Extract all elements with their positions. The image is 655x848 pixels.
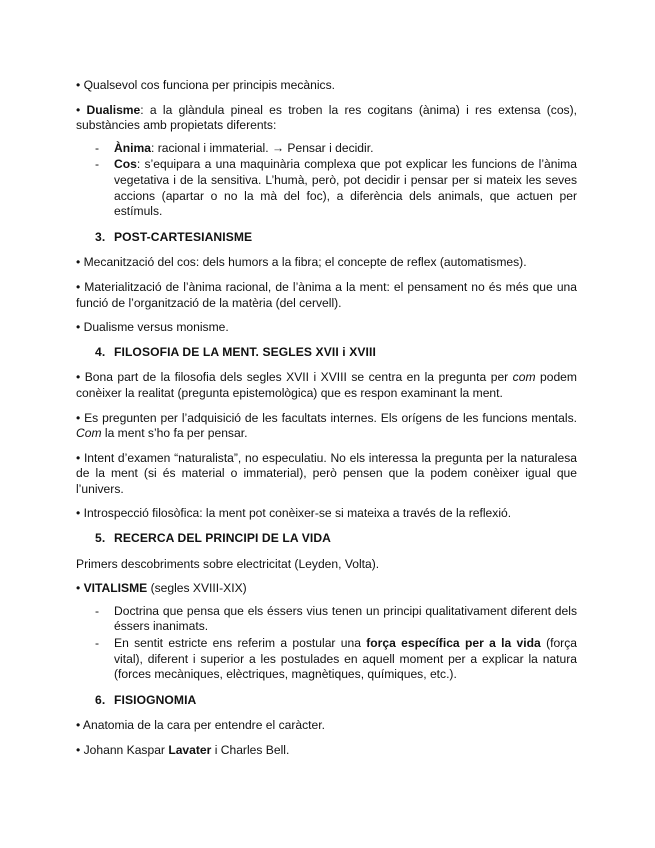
text: • Es pregunten per l’adquisició de les facultats internes. Els orígens de les funcions mentals. (76, 410, 577, 425)
doctrina-text: Doctrina que pensa que els éssers vius tenen un principi qualitativament diferent dels éssers inanimats. (114, 603, 577, 634)
paragraph-electricitat: Primers descobriments sobre electricitat (Leyden, Volta). (76, 556, 380, 571)
bullet: • (76, 581, 84, 596)
heading-filosofia-ment (76, 345, 577, 361)
italic-com: com (512, 370, 536, 385)
document-page (76, 78, 577, 768)
heading-number: 3. (95, 229, 106, 244)
paragraph-dualisme-monisme: • Dualisme versus monisme. (76, 320, 229, 335)
paragraph-materialitzacio: • Materialització de l’ànima racional, de l’ànima a la ment: el pensament no és més que una funció de l’organització de la matèria (del cervell). (76, 279, 577, 310)
paragraph-dualisme (76, 103, 577, 134)
heading-number: 4. (95, 344, 106, 359)
term-dualisme: Dualisme (86, 102, 141, 117)
dash-mark: - (95, 157, 100, 172)
heading-title: RECERCA DEL PRINCIPI DE LA VIDA (114, 531, 332, 546)
dash-mark: - (95, 603, 100, 618)
italic-com: Com (76, 426, 102, 441)
term-lavater: Lavater (168, 743, 212, 757)
list-item-doctrina (76, 604, 577, 635)
term-vitalisme: VITALISME (83, 581, 148, 596)
heading-title: FILOSOFIA DE LA MENT. SEGLES XVII i XVIII (114, 344, 376, 359)
list-item-cos (76, 157, 577, 219)
text: i Charles Bell. (211, 743, 290, 757)
list-item-forca-vital (76, 636, 577, 683)
heading-post-cartesianisme (76, 230, 577, 246)
paragraph-naturalista: • Intent d’examen “naturalista”, no especulatiu. No els interessa la pregunta per la naturalesa de la ment (si és material o immaterial), però pensen que la podem conèixer igual que l’univers. (76, 450, 577, 496)
paragraph-bona-part (76, 370, 577, 401)
paragraph-anatomia: • Anatomia de la cara per entendre el caràcter. (76, 718, 325, 733)
heading-title: FISIOGNOMIA (114, 692, 197, 707)
paragraph-mecanitzacio: • Mecanització del cos: dels humors a la fibra; el concepte de reflex (automatismes). (76, 255, 527, 270)
dualisme-list (76, 141, 577, 220)
paragraph-mechanics: • Qualsevol cos funciona per principis mecànics. (76, 78, 335, 92)
heading-principi-vida (76, 531, 577, 547)
vitalisme-list (76, 604, 577, 683)
list-item-anima (76, 141, 577, 157)
term-anima: Ànima (114, 140, 151, 155)
paragraph-vitalisme (76, 581, 577, 597)
heading-number: 6. (95, 692, 106, 707)
vitalisme-dates: (segles XVIII-XIX) (147, 581, 247, 596)
heading-title: POST-CARTESIANISME (114, 229, 253, 244)
text: • Bona part de la filosofia dels segles XVII i XVIII se centra en la pregunta per (76, 370, 513, 385)
anima-text: : racional i immaterial. → Pensar i decidir. (150, 140, 374, 155)
text: En sentit estricte ens referim a postular una (114, 636, 367, 651)
heading-fisiognomia (76, 693, 577, 709)
text: podem conèixer la realitat (pregunta epistemològica) que es respon examinant la ment. (76, 370, 577, 400)
cos-text: : s’equipara a una maquinària complexa que pot explicar les funcions de l’ànima vegetativa i de la sensitiva. L’humà, però, pot decidir i pensar per si mateix les seves accions (apartar o no la mà del foc), a diferència dels animals, que actuen per estímuls. (114, 157, 577, 219)
paragraph-lavater (76, 743, 577, 759)
text: • Johann Kaspar (76, 743, 169, 757)
bullet: • (76, 102, 87, 117)
text: (força vital), diferent i superior a les postulades en aquell moment per a explicar la natura (forces mecàniques, elèctriques, magnètiques, químiques, etc.). (114, 636, 577, 682)
paragraph-facultats (76, 411, 577, 442)
dualisme-text: : a la glàndula pineal es troben la res cogitans (ànima) i res extensa (cos), substàncies amb propietats diferents: (76, 102, 577, 133)
dash-mark: - (95, 140, 100, 155)
term-cos: Cos (114, 157, 137, 172)
heading-number: 5. (95, 531, 106, 546)
text: la ment s’ho fa per pensar. (101, 426, 248, 441)
term-forca-especifica: força específica per a la vida (366, 636, 541, 651)
dash-mark: - (95, 636, 100, 651)
paragraph-introspeccio: • Introspecció filosòfica: la ment pot conèixer-se si mateixa a través de la reflexió. (76, 506, 512, 521)
